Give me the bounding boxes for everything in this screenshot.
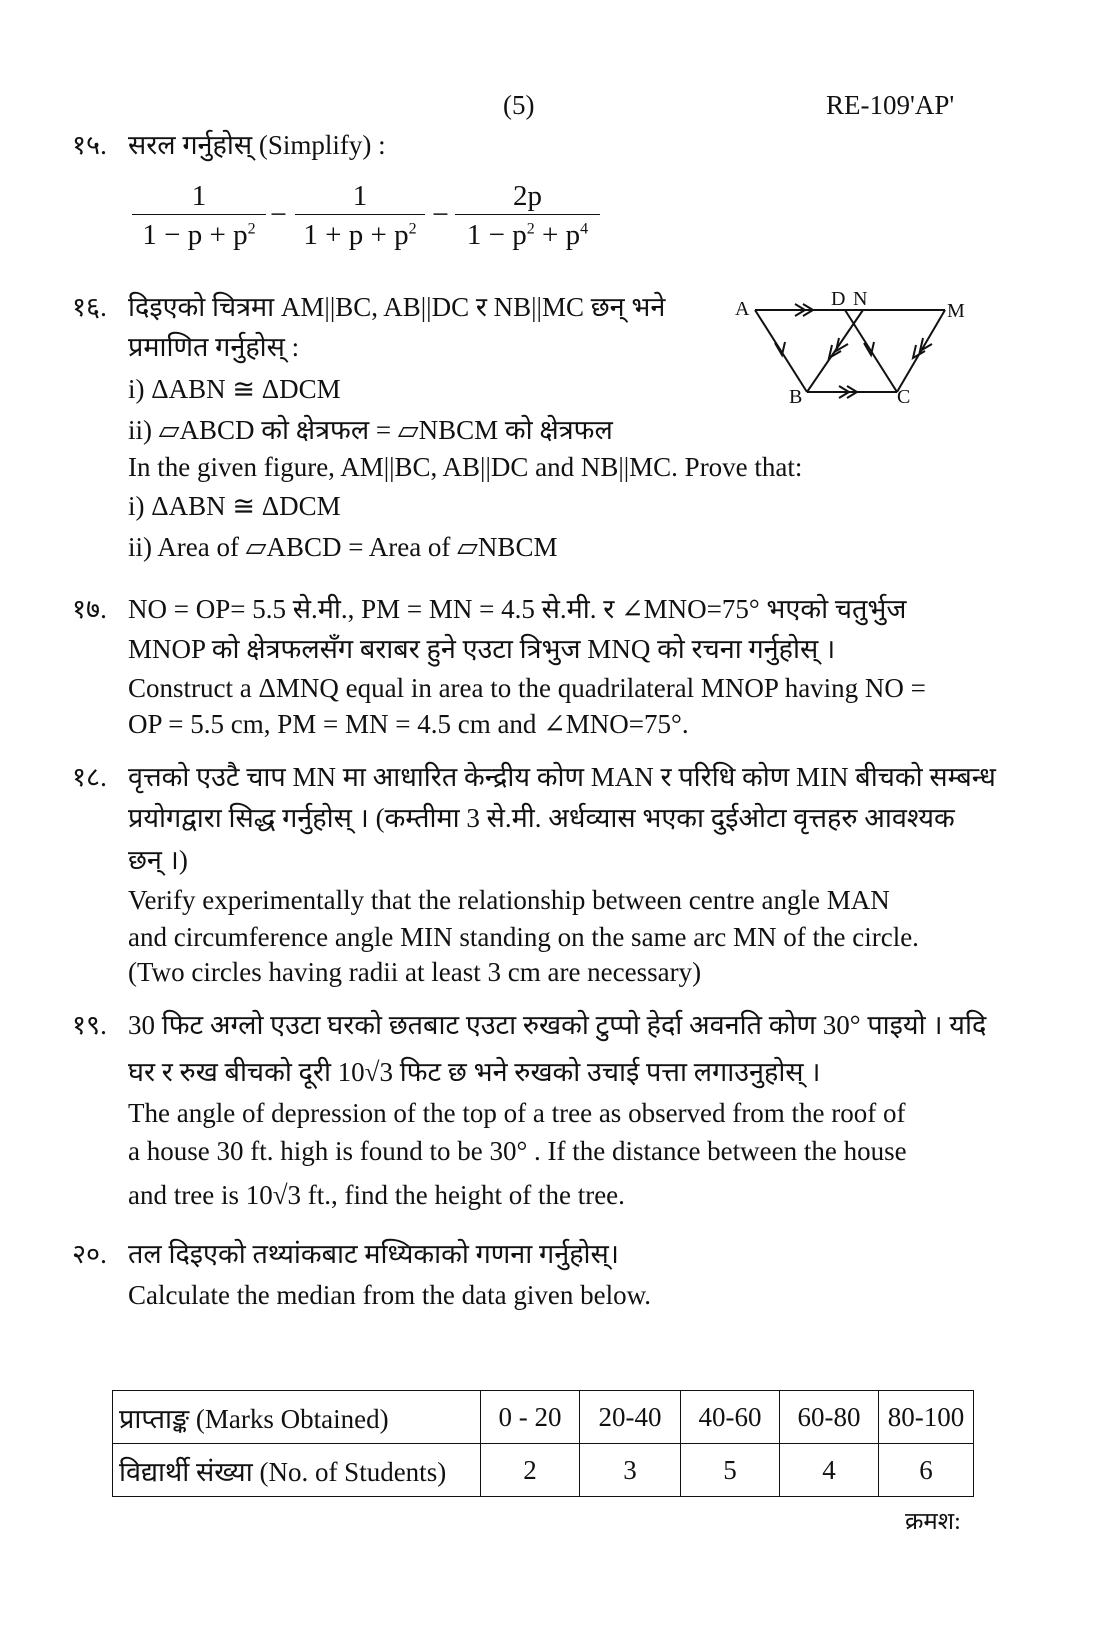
q19-english-line-3: and tree is 10√3 ft., find the height of the tree. <box>128 1180 625 1210</box>
frequency-cell: 4 <box>780 1444 879 1497</box>
class-cell: 60-80 <box>780 1391 879 1444</box>
fraction-2-denominator: $1 + p + p^2$ <box>303 219 417 251</box>
q16-english-line: In the given figure, AM||BC, AB||DC and NB||MC. Prove that: <box>128 452 803 482</box>
frequency-cell: 3 <box>580 1444 681 1497</box>
minus-sign-1: − <box>270 198 287 231</box>
q20-number: २०. <box>72 1239 107 1269</box>
table-row <box>113 1391 974 1444</box>
q19-english-line-2: a house 30 ft. high is found to be 30° . If the distance between the house <box>128 1136 907 1166</box>
continued-note: क्रमश: <box>905 1509 961 1535</box>
q15-fraction-3 <box>455 178 600 255</box>
paper-code: RE-109'AP' <box>826 90 955 120</box>
q18-english-line-1: Verify experimentally that the relationship between centre angle MAN <box>128 885 890 915</box>
q20-english-line: Calculate the median from the data given below. <box>128 1280 652 1310</box>
q16-nepali-part-ii: ii) ▱ABCD को क्षेत्रफल = ▱NBCM को क्षेत्रफल <box>128 415 613 445</box>
q16-english-part-i: i) ΔABN ≅ ΔDCM <box>128 491 341 521</box>
q20-nepali-line: तल दिइएको तथ्यांकबाट मध्यिकाको गणना गर्नुहोस्। <box>128 1239 620 1269</box>
q16-nepali-line-1: दिइएको चित्रमा AM||BC, AB||DC र NB||MC छन् भने <box>128 292 666 322</box>
vertex-b: B <box>789 386 803 405</box>
vertex-c: C <box>897 386 911 405</box>
q15-fraction-1 <box>132 178 266 255</box>
class-cell: 20-40 <box>580 1391 681 1444</box>
q16-nepali-line-2: प्रमाणित गर्नुहोस् : <box>128 332 300 362</box>
fraction-3-denominator: $1 - p^2 + p^4$ <box>466 219 589 251</box>
q18-nepali-line-1: वृत्तको एउटै चाप MN मा आधारित केन्द्रीय कोण MAN र परिधि कोण MIN बीचको सम्बन्ध <box>128 762 996 792</box>
q15-number: १५. <box>72 130 107 160</box>
table-row <box>113 1444 974 1497</box>
fraction-1-denominator: $1 - p + p^2$ <box>142 219 256 251</box>
q15-instruction: सरल गर्नुहोस् (Simplify) : <box>128 130 386 160</box>
q19-nepali-line-2: घर र रुख बीचको दूरी 10√3 फिट छ भने रुखको उचाई पत्ता लगाउनुहोस् । <box>128 1057 821 1087</box>
fraction-1-numerator: 1 <box>191 180 207 212</box>
students-header-cell: विद्यार्थी संख्या (No. of Students) <box>113 1444 481 1497</box>
frequency-cell: 2 <box>481 1444 580 1497</box>
q18-number: १८. <box>72 762 107 792</box>
q18-english-line-3: (Two circles having radii at least 3 cm are necessary) <box>128 957 702 987</box>
line-ab <box>755 310 807 392</box>
q17-nepali-line-1: NO = OP= 5.5 से.मी., PM = MN = 4.5 से.मी. र ∠MNO=75° भएको चतुर्भुज <box>128 594 907 624</box>
q17-english-line-2: OP = 5.5 cm, PM = MN = 4.5 cm and ∠MNO=75°. <box>128 709 689 739</box>
q16-parallelogram-figure <box>735 285 975 405</box>
q15-fraction-2 <box>295 178 425 255</box>
q19-nepali-line-1: 30 फिट अग्लो एउटा घरको छतबाट एउटा रुखको टुप्पो हेर्दा अवनति कोण 30° पाइयो । यदि <box>128 1010 987 1040</box>
class-cell: 40-60 <box>681 1391 780 1444</box>
median-data-table <box>112 1390 974 1497</box>
class-cell: 0 - 20 <box>481 1391 580 1444</box>
frequency-cell: 5 <box>681 1444 780 1497</box>
q19-number: १९. <box>72 1010 107 1040</box>
q16-english-part-ii: ii) Area of ▱ABCD = Area of ▱NBCM <box>128 532 558 562</box>
q16-nepali-part-i: i) ΔABN ≅ ΔDCM <box>128 374 341 404</box>
q17-english-line-1: Construct a ΔMNQ equal in area to the quadrilateral MNOP having NO = <box>128 673 926 703</box>
marks-header-cell: प्राप्ताङ्क (Marks Obtained) <box>113 1391 481 1444</box>
fraction-3-numerator: 2p <box>513 180 542 212</box>
class-cell: 80-100 <box>879 1391 974 1444</box>
q17-nepali-line-2: MNOP को क्षेत्रफलसँग बराबर हुने एउटा त्रिभुज MNQ को रचना गर्नुहोस् । <box>128 634 836 664</box>
q18-english-line-2: and circumference angle MIN standing on the same arc MN of the circle. <box>128 922 919 952</box>
q17-number: १७. <box>72 594 107 624</box>
vertex-d: D <box>831 288 846 310</box>
minus-sign-2: − <box>432 198 449 231</box>
fraction-2-numerator: 1 <box>352 180 368 212</box>
vertex-m: M <box>947 300 965 322</box>
q16-number: १६. <box>72 292 107 322</box>
q18-nepali-line-2: प्रयोगद्वारा सिद्ध गर्नुहोस् । (कम्तीमा 3 से.मी. अर्धव्यास भएका दुईओटा वृत्तहरु आवश्यक <box>128 803 955 833</box>
q18-nepali-line-3: छन् ।) <box>128 845 188 875</box>
vertex-n: N <box>853 288 868 310</box>
frequency-cell: 6 <box>879 1444 974 1497</box>
q19-english-line-1: The angle of depression of the top of a tree as observed from the roof of <box>128 1098 906 1128</box>
page-number: (5) <box>503 90 535 120</box>
vertex-a: A <box>735 298 750 320</box>
